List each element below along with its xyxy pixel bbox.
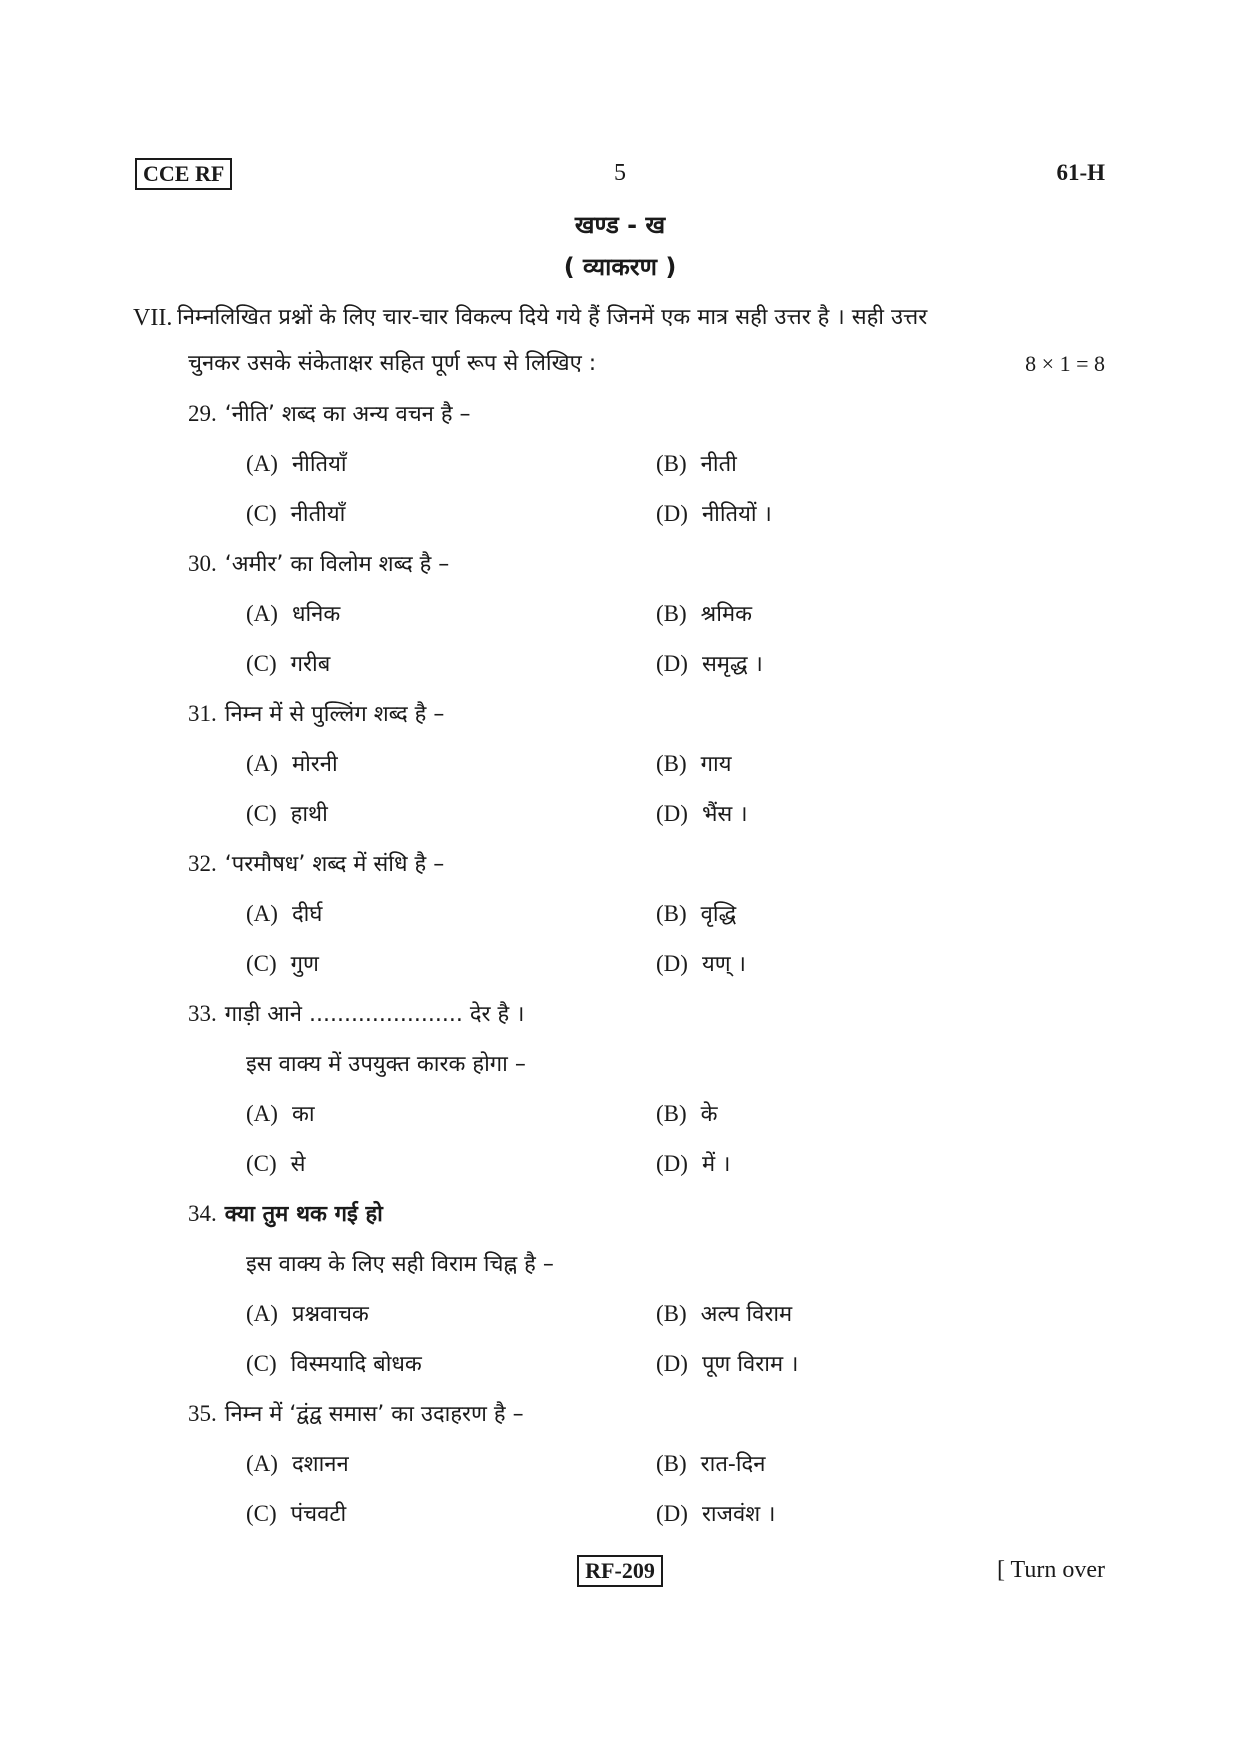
option-d <box>656 498 772 528</box>
page-number: 5 <box>614 160 626 186</box>
marks-allocation: 8 × 1 = 8 <box>1025 351 1105 376</box>
question-text: ‘नीति’ शब्द का अन्य वचन है – <box>224 402 471 427</box>
turn-over-note: [ Turn over <box>996 1557 1105 1583</box>
option-b <box>656 598 752 628</box>
option-label: (A) <box>246 451 278 476</box>
question-32 <box>188 848 1108 878</box>
option-text: में । <box>701 1152 731 1177</box>
option-label: (D) <box>656 501 688 526</box>
option-label: (B) <box>656 751 687 776</box>
question-number: 35. <box>188 1401 217 1426</box>
question-text: क्या तुम थक गई हो <box>224 1202 383 1227</box>
option-text: वृद्धि <box>700 902 737 927</box>
option-text: प्रश्नवाचक <box>291 1302 369 1327</box>
option-label: (C) <box>246 1151 277 1176</box>
option-b <box>656 1098 718 1128</box>
option-a <box>246 1098 315 1128</box>
option-c <box>246 948 319 978</box>
option-d <box>656 798 748 828</box>
option-label: (C) <box>246 951 277 976</box>
question-31 <box>188 698 1108 728</box>
option-c <box>246 648 330 678</box>
option-label: (B) <box>656 451 687 476</box>
option-text: रात-दिन <box>700 1452 766 1477</box>
option-label: (A) <box>246 1301 278 1326</box>
question-30 <box>188 548 1108 578</box>
option-text: पूण विराम । <box>701 1352 799 1377</box>
option-text: मोरनी <box>291 752 338 777</box>
option-a <box>246 1298 369 1328</box>
option-label: (D) <box>656 1151 688 1176</box>
question-text: गाड़ी आने ...................... देर है । <box>224 1002 525 1027</box>
option-label: (B) <box>656 901 687 926</box>
option-c <box>246 1498 346 1528</box>
question-text: ‘अमीर’ का विलोम शब्द है – <box>224 552 450 577</box>
option-c <box>246 498 345 528</box>
question-text: निम्न में से पुल्लिंग शब्द है – <box>224 702 445 727</box>
option-text: दीर्घ <box>291 902 323 927</box>
option-text: अल्प विराम <box>700 1302 793 1327</box>
question-number: 32. <box>188 851 217 876</box>
question-number: 34. <box>188 1201 217 1226</box>
option-c <box>246 1148 306 1178</box>
option-text: दशानन <box>291 1452 349 1477</box>
question-text: ‘परमौषध’ शब्द में संधि है – <box>224 852 445 877</box>
page-header <box>135 158 1105 194</box>
instruction-line-1: निम्नलिखित प्रश्नों के लिए चार-चार विकल्प दिये गये हैं जिनमें एक मात्र सही उत्तर है । सही उत्तर <box>177 305 928 330</box>
option-text: भैंस । <box>701 802 748 827</box>
option-text: विस्मयादि बोधक <box>290 1352 422 1377</box>
option-text: समृद्ध । <box>701 652 763 677</box>
question-35 <box>188 1398 1108 1428</box>
option-text: से <box>290 1152 306 1177</box>
option-d <box>656 1498 775 1528</box>
option-d <box>656 1348 798 1378</box>
question-number: 33. <box>188 1001 217 1026</box>
option-label: (D) <box>656 801 688 826</box>
option-a <box>246 598 340 628</box>
option-label: (B) <box>656 601 687 626</box>
option-label: (C) <box>246 651 277 676</box>
question-34 <box>188 1198 1108 1228</box>
option-label: (C) <box>246 1501 277 1526</box>
option-label: (C) <box>246 801 277 826</box>
option-label: (D) <box>656 1351 688 1376</box>
cce-rf-label: CCE RF <box>135 158 232 190</box>
instruction-line-2: चुनकर उसके संकेताक्षर सहित पूर्ण रूप से लिखिए : <box>188 351 597 376</box>
option-text: नीतीयाँ <box>290 502 346 527</box>
option-label: (A) <box>246 601 278 626</box>
option-label: (B) <box>656 1101 687 1126</box>
option-b <box>656 1448 765 1478</box>
rf-code-label: RF-209 <box>577 1555 663 1587</box>
option-text: धनिक <box>291 602 341 627</box>
option-text: के <box>700 1102 718 1127</box>
option-b <box>656 1298 792 1328</box>
option-text: गाय <box>700 752 732 777</box>
option-text: का <box>291 1102 315 1127</box>
question-number: 29. <box>188 401 217 426</box>
section-roman-number: VII. <box>133 305 173 331</box>
option-text: नीतियों । <box>701 502 772 527</box>
option-a <box>246 748 338 778</box>
section-subtitle: ( व्याकरण ) <box>563 253 677 281</box>
option-text: नीती <box>700 452 737 477</box>
question-number: 31. <box>188 701 217 726</box>
paper-code: 61-H <box>1056 160 1105 185</box>
option-a <box>246 1448 349 1478</box>
option-d <box>656 1148 730 1178</box>
option-a <box>246 448 347 478</box>
option-label: (D) <box>656 951 688 976</box>
option-text: पंचवटी <box>290 1502 347 1527</box>
option-label: (D) <box>656 1501 688 1526</box>
option-text: नीतियाँ <box>291 452 347 477</box>
question-sub-text: इस वाक्य में उपयुक्त कारक होगा – <box>246 1052 526 1077</box>
option-label: (A) <box>246 901 278 926</box>
section-title: खण्ड - ख <box>574 211 666 239</box>
option-label: (A) <box>246 1101 278 1126</box>
question-29 <box>188 398 1108 428</box>
option-label: (C) <box>246 1351 277 1376</box>
question-33 <box>188 998 1108 1028</box>
option-c <box>246 1348 422 1378</box>
option-a <box>246 898 322 928</box>
option-text: हाथी <box>290 802 328 827</box>
question-text: निम्न में ‘द्वंद्व समास’ का उदाहरण है – <box>224 1402 524 1427</box>
option-text: गुण <box>290 952 319 977</box>
option-b <box>656 898 736 928</box>
option-text: गरीब <box>290 652 331 677</box>
option-label: (B) <box>656 1451 687 1476</box>
option-b <box>656 448 737 478</box>
option-label: (D) <box>656 651 688 676</box>
option-d <box>656 948 746 978</box>
instruction-block <box>133 296 1105 388</box>
option-label: (A) <box>246 751 278 776</box>
option-text: श्रमिक <box>700 602 752 627</box>
option-b <box>656 748 732 778</box>
option-label: (C) <box>246 501 277 526</box>
question-number: 30. <box>188 551 217 576</box>
option-text: यण् । <box>701 952 746 977</box>
question-sub-text: इस वाक्य के लिए सही विराम चिह्न है – <box>246 1252 554 1277</box>
option-c <box>246 798 328 828</box>
option-text: राजवंश । <box>701 1502 776 1527</box>
option-label: (A) <box>246 1451 278 1476</box>
option-label: (B) <box>656 1301 687 1326</box>
option-d <box>656 648 763 678</box>
